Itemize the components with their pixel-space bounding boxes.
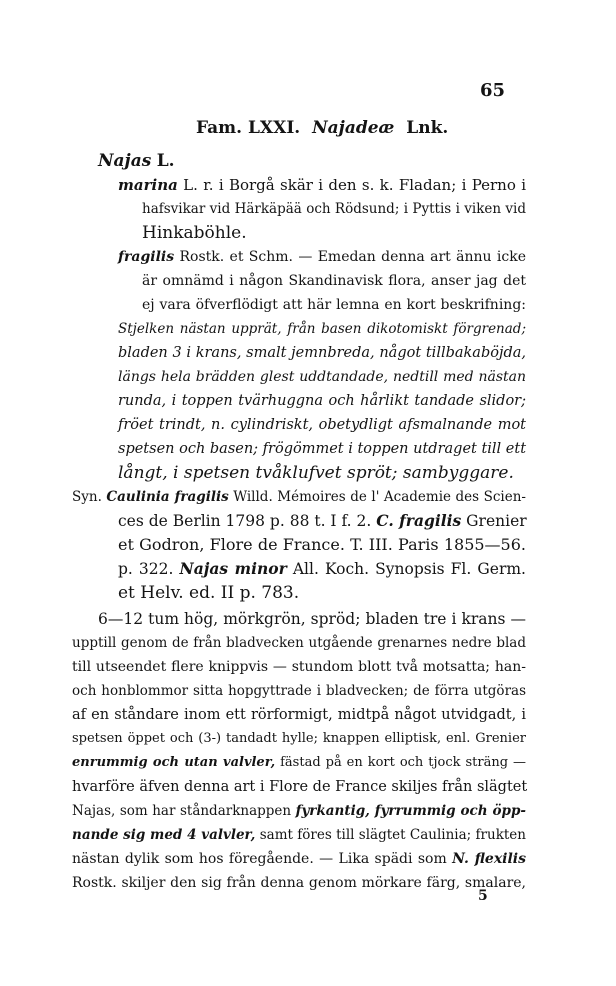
body-line-5: af en ståndare inom ett rörformigt, midtpå något utvidgadt, i [72,707,526,723]
genus-heading [98,150,175,172]
synonym-name: C. fragilis [376,511,462,530]
body-line-12: Rostk. skiljer den sig från denna genom mörkare färg, smalare, [72,875,526,891]
body-line-10: nande sig med 4 valvler, samt föres till slägtet Caulinia; frukten [72,827,526,843]
description-line-2: bladen 3 i krans, smalt jemnbreda, något tillbakaböjda, [118,345,526,361]
body-line-7: enrummig och utan valvler, fästad på en kort och tjock sträng — [72,755,527,770]
description-line-1: Stjelken nästan upprät, från basen dikotomiskt förgrenad; [118,321,526,337]
synonym-line-3: et Godron, Flore de France. T. III. Paris 1855—56. [118,535,526,554]
body-line-8: hvarföre äfven denna art i Flore de France skiljes från slägtet [72,779,528,795]
body-line-6: spetsen öppet och (3-) tandadt hylle; knappen elliptisk, enl. Grenier [72,731,526,746]
description-line-7: långt, i spetsen tvåklufvet spröt; sambyggare. [118,463,514,483]
marina-line-2: hafsvikar vid Härkäpää och Rödsund; i Pyttis i viken vid [142,201,526,217]
body-line-3: till utseendet flere knippvis — stundom blott två motsatta; han- [72,659,526,675]
synonym-name: Najas minor [179,559,287,578]
synonym-line-5: et Helv. ed. II p. 783. [118,583,300,603]
synonym-line-2: ces de Berlin 1798 p. 88 t. I f. 2. C. fragilis Grenier [118,511,527,530]
fragilis-line-2: är omnämd i någon Skandinavisk flora, anser jag det [142,273,526,289]
description-line-3: längs hela brädden glest uddtandade, nedtill med nästan [118,369,526,385]
body-line-9: Najas, som har ståndarknappen fyrkantig, fyrrummig och öpp- [72,803,527,819]
family-author: Lnk. [406,118,449,138]
synonym-name: Caulinia fragilis [106,489,229,505]
genus-name: Najas [98,151,152,171]
page-number: 65 [480,80,506,101]
fragilis-line-1: fragilis Rostk. et Schm. — Emedan denna art ännu icke [118,249,526,265]
family-label: Fam. LXXI. [196,118,301,138]
genus-author: L. [156,151,175,171]
body-line-2: upptill genom de från bladvecken utgående grenarnes nedre blad [72,635,526,651]
marina-line-3: Hinkaböhle. [142,223,247,243]
family-heading [196,118,448,138]
fragilis-line-3: ej vara öfverflödigt att här lemna en kort beskrifning: [142,297,526,313]
synonym-line-1: Syn. Caulinia fragilis Willd. Mémoires de l' Academie des Scien- [72,489,526,505]
description-line-5: fröet trindt, n. cylindriskt, obetydligt afsmalnande mot [118,417,526,433]
signature-mark: 5 [478,888,488,904]
species-name-fragilis: fragilis [118,249,175,265]
synonym-line-4: p. 322. Najas minor All. Koch. Synopsis Fl. Germ. [118,559,526,578]
body-line-11: nästan dylik som hos föregående. — Lika spädi som N. flexilis [72,851,527,867]
body-line-4: och honblommor sitta hopgyttrade i bladvecken; de förra utgöras [72,683,526,699]
description-line-4: runda, i toppen tvärhuggna och hårlikt tandade slidor; [118,393,526,409]
synonym-label: Syn. [72,489,102,505]
body-line-1: 6—12 tum hög, mörkgrön, spröd; bladen tre i krans — [98,610,526,628]
marina-line-1: marina L. r. i Borgå skär i den s. k. Fladan; i Perno i [118,176,526,194]
species-name-marina: marina [118,176,178,194]
description-line-6: spetsen och basen; frögömmet i toppen utdraget till ett [118,441,527,457]
species-name-flexilis: N. flexilis [452,851,527,867]
family-name: Najadeæ [312,118,395,138]
